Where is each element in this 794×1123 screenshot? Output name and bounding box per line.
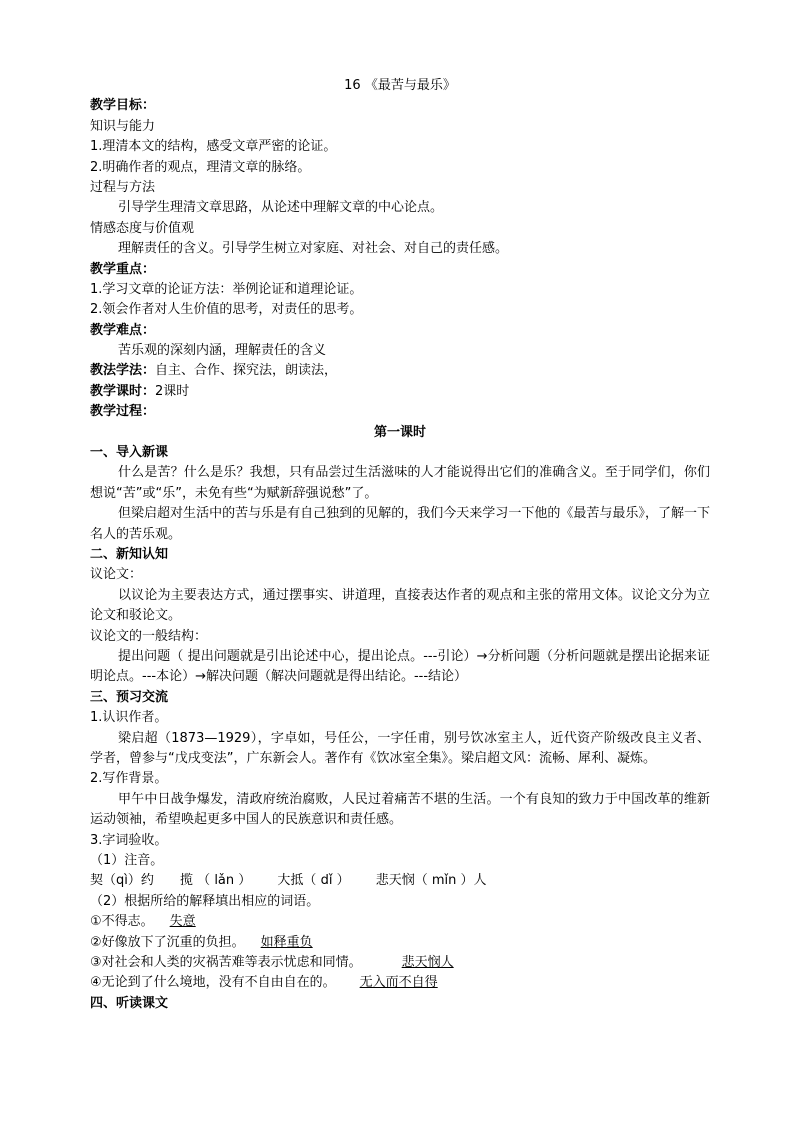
fill-item	[90, 953, 710, 973]
pinyin-word-pre: 悲天悯（	[375, 873, 432, 889]
fill-answer: 悲天悯人	[401, 954, 454, 970]
fill-answer: 无入而不自得	[359, 975, 438, 991]
section2-heading: 二、新知认知	[90, 547, 169, 563]
pinyin-word	[376, 873, 487, 888]
pinyin-word	[277, 873, 349, 888]
section1-heading: 一、导入新课	[90, 445, 169, 461]
background-paragraph: 甲午中日战争爆发，清政府统治腐败，人民过着痛苦不堪的生活。一个有良知的致力于中国改革的维新运动领袖，希望唤起更多中国人的民族意识和责任感。	[90, 791, 710, 828]
pinyin-label: （1）注音。	[90, 853, 164, 869]
key-point-2: 2.领会作者对人生价值的思考，对责任的思考。	[90, 302, 363, 318]
section3-heading: 三、预习交流	[90, 689, 169, 705]
knowledge-item-1: 1.理清本文的结构，感受文章严密的论证。	[90, 139, 337, 155]
fill-question: ④无论到了什么境地，没有不自由自在的。	[90, 975, 336, 991]
fill-answer: 如释重负	[260, 934, 313, 950]
section1-para2: 但梁启超对生活中的苦与乐是有自己独到的见解的，我们今天来学习一下他的《最苦与最乐》，了解一下名人的苦乐观。	[90, 506, 710, 542]
pinyin-word-post: ）约	[127, 873, 154, 889]
process-section-heading: 教学过程：	[90, 404, 156, 420]
document-page	[90, 76, 710, 1014]
fill-answer: 失意	[169, 914, 196, 930]
document-title: 16 《最苦与最乐》	[344, 78, 456, 93]
lesson-one-heading: 第一课时	[373, 424, 426, 440]
emotion-text: 理解责任的含义。引导学生树立对家庭、对社会、对自己的责任感。	[118, 241, 509, 257]
pinyin-answer: dǐ	[320, 873, 333, 889]
fill-question: ①不得志。	[90, 914, 154, 930]
pinyin-word	[180, 873, 251, 888]
fill-question: ③对社会和人类的灾祸苦难等表示忧虑和同情。	[90, 954, 362, 970]
section1-para1: 什么是苦？什么是乐？我想，只有品尝过生活滋味的人才能说得出它们的准确含义。至于同学们，你们想说“苦”或“乐”，未免有些“为赋新辞强说愁”了。	[90, 465, 710, 501]
pinyin-word-pre: 大抵（	[277, 873, 321, 889]
methods-value: 自主、合作、探究法，朗读法，	[155, 363, 338, 379]
emotion-heading: 情感态度与价值观	[90, 220, 195, 236]
pinyin-row	[90, 871, 710, 891]
objectives-heading: 教学目标：	[90, 98, 156, 114]
section3-item1: 1.认识作者。	[90, 710, 168, 726]
author-paragraph: 梁启超（1873—1929），字卓如，号任公，一字任甫，别号饮冰室主人，近代资产阶级改良主义者、学者，曾参与“戊戌变法”，广东新会人。著作有《饮冰室全集》。梁启超文风：流畅、犀利、凝炼。	[90, 730, 710, 767]
pinyin-word	[90, 873, 154, 888]
key-point-1: 1.学习文章的论证方法：举例论证和道理论证。	[90, 281, 363, 297]
section4-heading: 四、听读课文	[90, 995, 169, 1011]
difficulties-text: 苦乐观的深刻内涵，理解责任的含义	[118, 343, 327, 359]
section2-label1: 议论文：	[90, 567, 143, 583]
section2-para2: 提出问题（ 提出问题就是引出论述中心，提出论点。---引论）→分析问题（分析问题就是摆出论据来证明论点。---本论）→解决问题（解决问题就是得出结论。---结论）	[90, 649, 710, 685]
pinyin-word-pre: 契（	[90, 873, 117, 889]
pinyin-answer: mǐn	[431, 873, 457, 889]
fill-item	[90, 912, 710, 932]
section3-item2: 2.写作背景。	[90, 771, 168, 787]
methods-label: 教法学法：	[90, 363, 156, 379]
pinyin-word-pre: 揽 （	[180, 873, 215, 889]
difficulties-heading: 教学难点：	[90, 322, 156, 338]
fill-item	[90, 973, 710, 993]
pinyin-word-post: ）	[234, 873, 252, 889]
section3-item3: 3.字词验收。	[90, 832, 168, 848]
fill-label: （2）根据所给的解释填出相应的词语。	[90, 893, 320, 909]
hours-label: 教学课时：	[90, 383, 156, 399]
section2-label2: 议论文的一般结构：	[90, 628, 208, 644]
process-heading: 过程与方法	[90, 179, 156, 195]
knowledge-item-2: 2.明确作者的观点，理清文章的脉络。	[90, 159, 311, 175]
pinyin-word-post: ）	[332, 873, 350, 889]
pinyin-word-post: ）人	[456, 873, 487, 889]
fill-item	[90, 933, 710, 953]
process-text: 引导学生理清文章思路，从论述中理解文章的中心论点。	[118, 200, 444, 216]
knowledge-heading: 知识与能力	[90, 118, 156, 134]
hours-value: 2课时	[155, 383, 190, 399]
methods-line	[90, 361, 710, 381]
key-points-heading: 教学重点：	[90, 261, 156, 277]
fill-question: ②好像放下了沉重的负担。	[90, 934, 245, 950]
hours-line	[90, 382, 710, 402]
pinyin-answer: lǎn	[214, 873, 235, 889]
pinyin-answer: qì	[116, 873, 128, 889]
section2-para1: 以议论为主要表达方式，通过摆事实、讲道理，直接表达作者的观点和主张的常用文体。议论文分为立论文和驳论文。	[90, 587, 710, 624]
